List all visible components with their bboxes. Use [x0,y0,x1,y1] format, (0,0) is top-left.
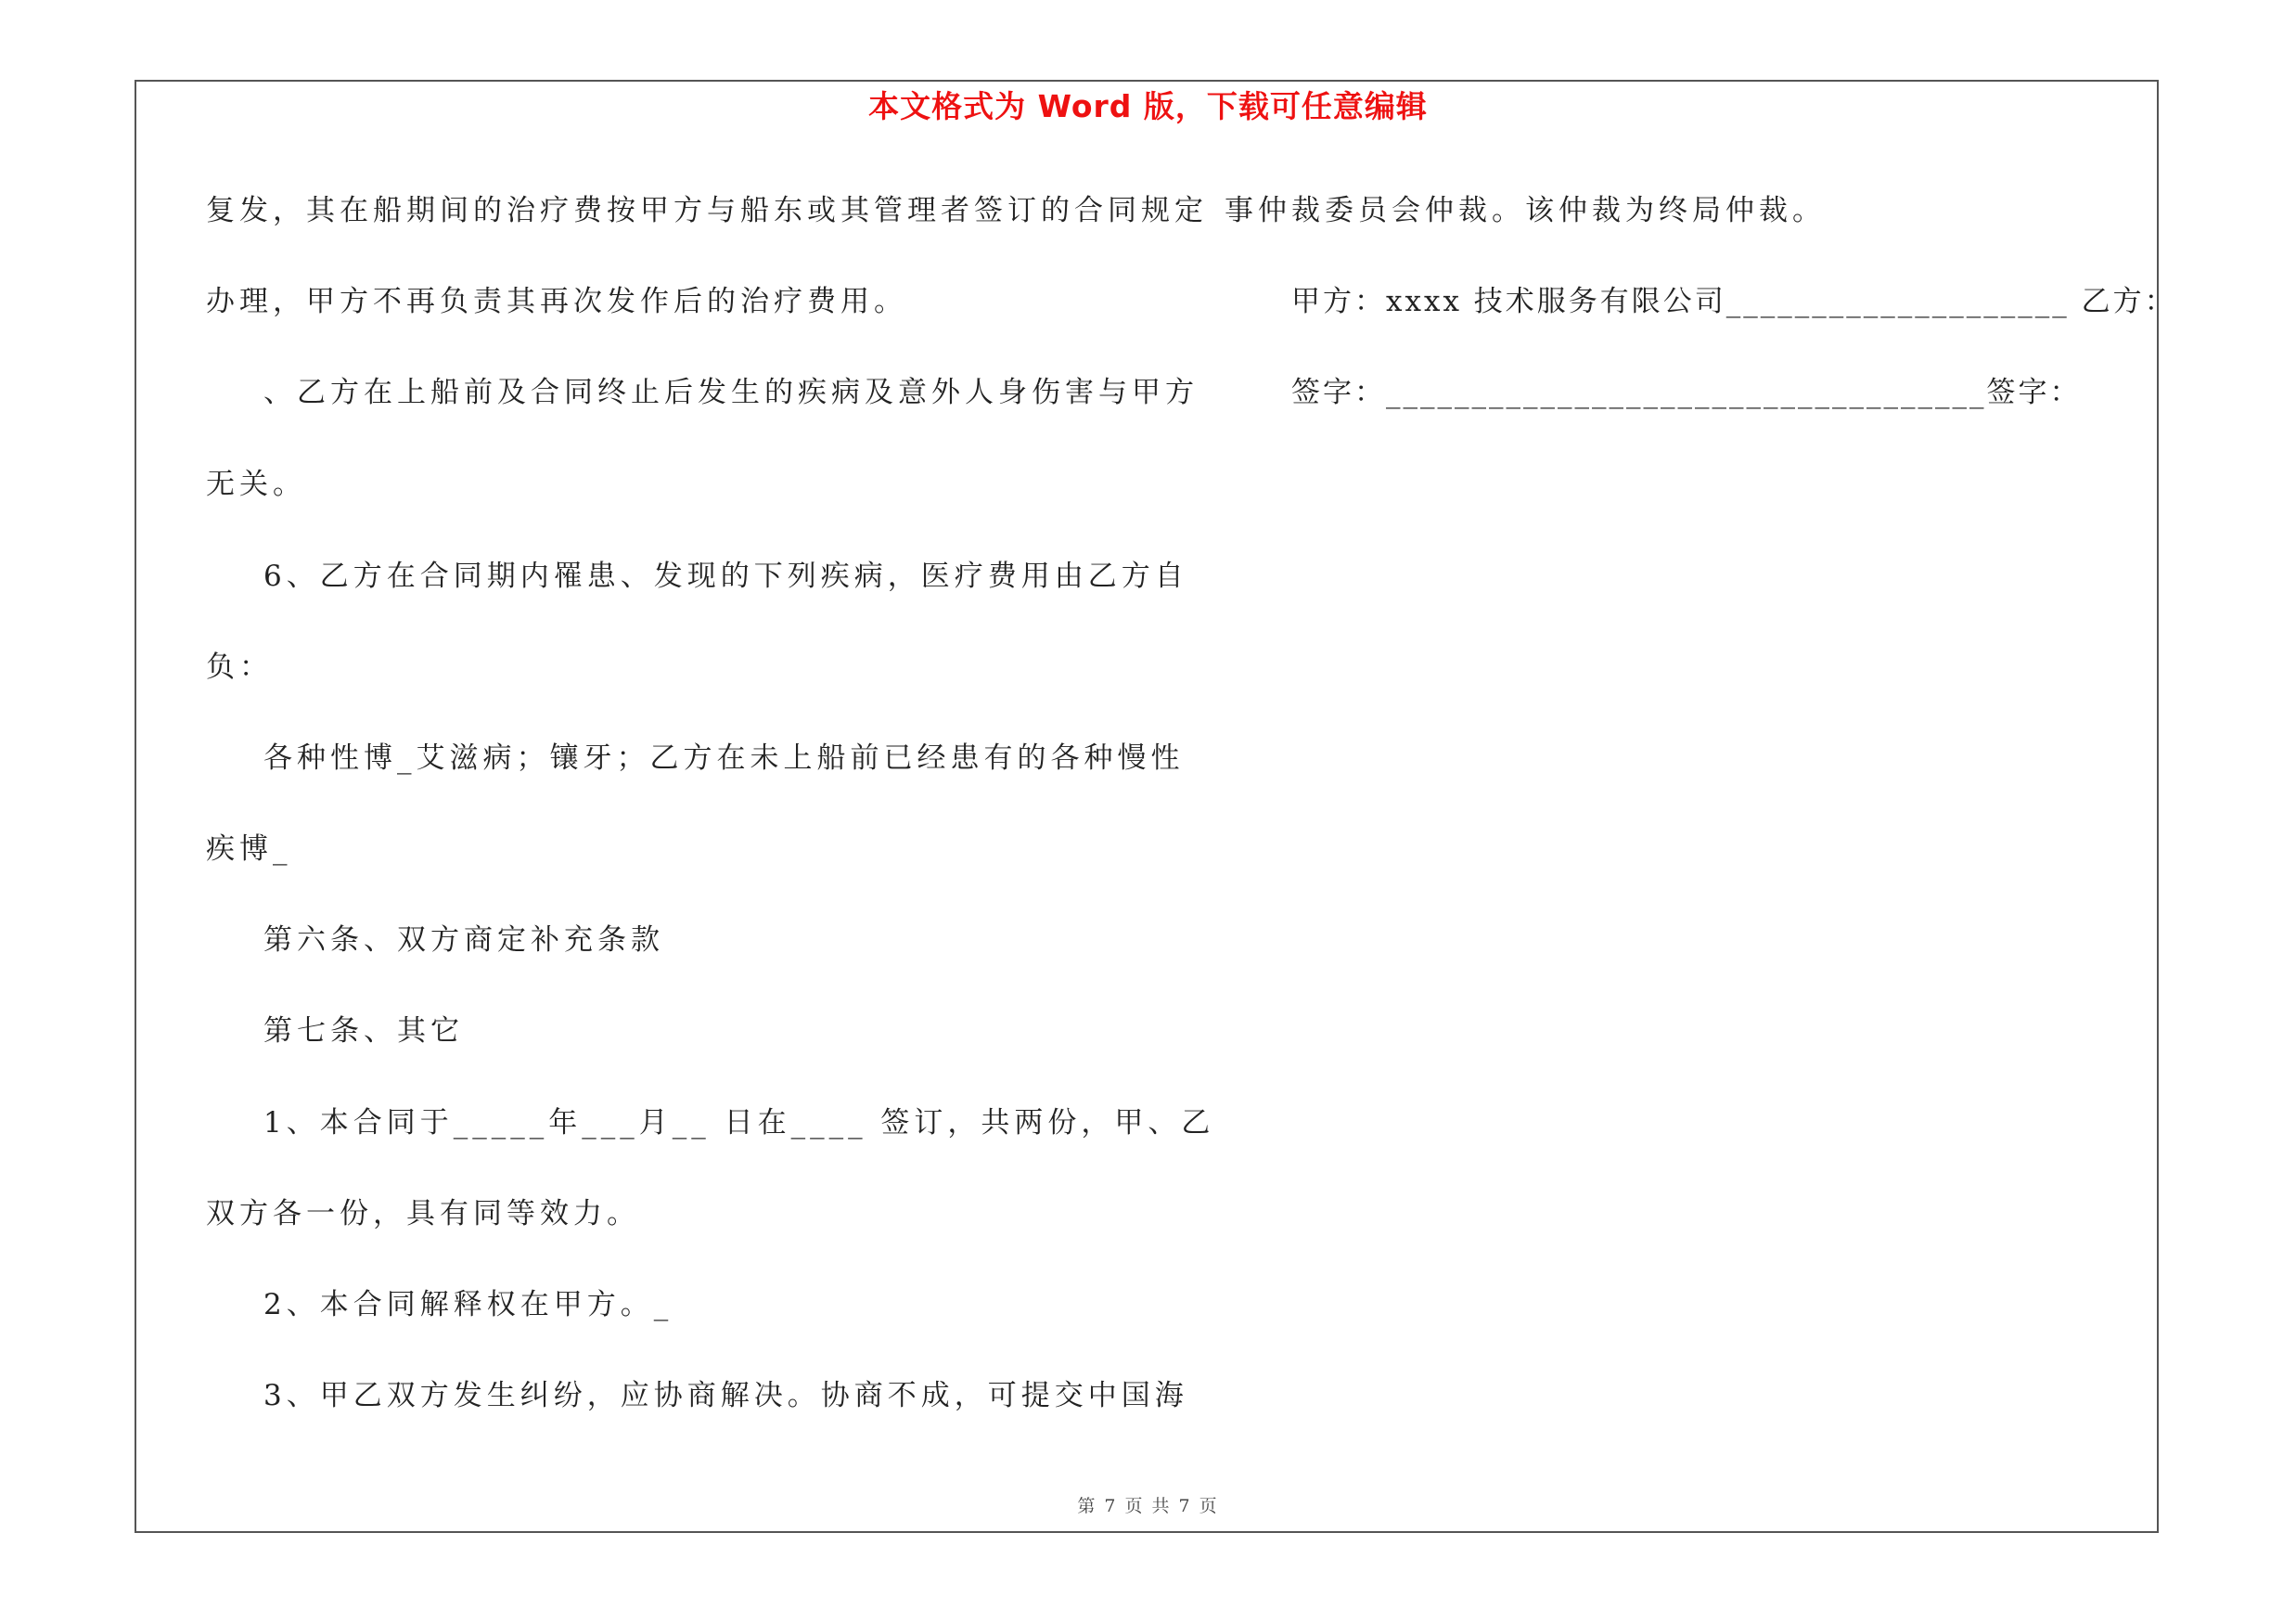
page-footer [0,1494,2296,1518]
signature-line-party-a: 甲方：xxxx 技术服务有限公司____________________ 乙方： [1291,285,2176,318]
paragraph-line: 3、甲乙双方发生纠纷，应协商解决。协商不成，可提交中国海 [263,1379,1188,1412]
section-heading: 第六条、双方商定补充条款 [263,923,664,957]
paragraph-line: 1、本合同于_____年___月__ 日在____ 签订，共两份，甲、乙 [263,1106,1215,1140]
page-unit: 页 [1124,1496,1145,1516]
total-unit: 页 [1199,1496,1219,1516]
total-label: 共 [1151,1496,1172,1516]
paragraph-line: 双方各一份，具有同等效力。 [206,1197,640,1230]
paragraph-line: 办理，甲方不再负责其再次发作后的治疗费用。 [206,285,907,318]
paragraph-line: 各种性博_艾滋病；镶牙；乙方在未上船前已经患有的各种慢性 [263,741,1185,775]
paragraph-line: 疾博_ [206,832,292,866]
current-page-number: 7 [1104,1496,1118,1516]
paragraph-line: 复发，其在船期间的治疗费按甲方与船东或其管理者签订的合同规定 [206,194,1208,227]
paragraph-line: 无关。 [206,468,306,501]
section-heading: 第七条、其它 [263,1014,464,1048]
page-prefix: 第 [1077,1496,1097,1516]
paragraph-line: 2、本合同解释权在甲方。_ [263,1288,673,1321]
total-page-number: 7 [1178,1496,1192,1516]
format-banner: 本文格式为 Word 版，下载可任意编辑 [868,88,1428,124]
paragraph-line: 、乙方在上船前及合同终止后发生的疾病及意外人身伤害与甲方 [263,376,1199,409]
paragraph-line: 负： [206,650,273,684]
signature-line-sign: 签字：___________________________________签字： [1291,376,2082,409]
paragraph-line: 6、乙方在合同期内罹患、发现的下列疾病，医疗费用由乙方自 [263,560,1188,593]
paragraph-line: 事仲裁委员会仲裁。该仲裁为终局仲裁。 [1225,194,1826,227]
